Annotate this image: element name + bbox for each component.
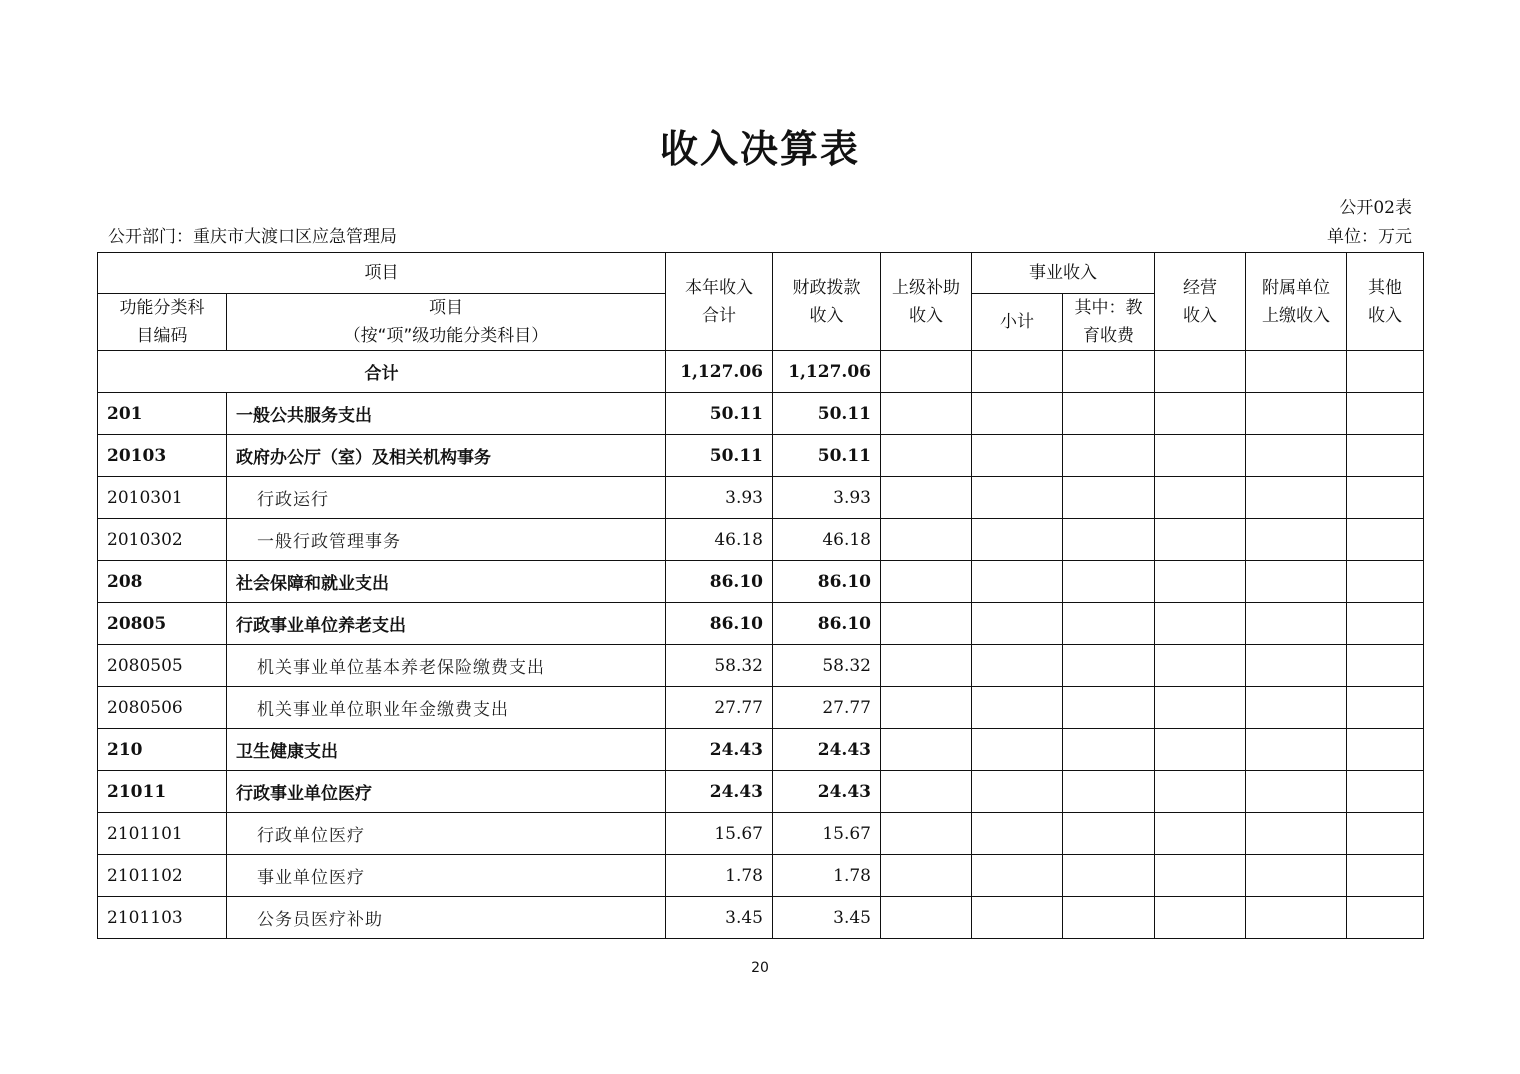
empty-cell — [1347, 897, 1424, 939]
empty-cell — [881, 729, 972, 771]
row-code: 20103 — [98, 435, 227, 477]
unit-label: 单位：万元 — [1327, 227, 1412, 247]
row-name: 行政事业单位养老支出 — [227, 603, 666, 645]
empty-cell — [1155, 645, 1246, 687]
row-name: 行政运行 — [227, 477, 666, 519]
empty-cell — [972, 771, 1063, 813]
empty-cell — [881, 687, 972, 729]
form-number: 公开02表 — [1339, 198, 1412, 218]
empty-cell — [1063, 813, 1155, 855]
row-code: 2010302 — [98, 519, 227, 561]
empty-cell — [972, 393, 1063, 435]
empty-cell — [1347, 435, 1424, 477]
header-func-code: 功能分类科目编码 — [98, 294, 227, 351]
table-row — [98, 813, 1424, 855]
empty-cell — [972, 645, 1063, 687]
header-fiscal: 财政拨款收入 — [773, 253, 881, 351]
row-code: 2010301 — [98, 477, 227, 519]
empty-cell — [1155, 813, 1246, 855]
row-name: 机关事业单位基本养老保险缴费支出 — [227, 645, 666, 687]
row-name: 一般公共服务支出 — [227, 393, 666, 435]
row-name: 社会保障和就业支出 — [227, 561, 666, 603]
row-name: 公务员医疗补助 — [227, 897, 666, 939]
total-row — [98, 351, 1424, 393]
row-name: 一般行政管理事务 — [227, 519, 666, 561]
empty-cell — [1155, 435, 1246, 477]
row-fiscal: 3.45 — [773, 897, 881, 939]
empty-cell — [1155, 393, 1246, 435]
row-total: 1.78 — [666, 855, 773, 897]
row-total: 86.10 — [666, 561, 773, 603]
row-fiscal: 50.11 — [773, 393, 881, 435]
empty-cell — [1246, 729, 1347, 771]
empty-cell — [1347, 645, 1424, 687]
table-row — [98, 729, 1424, 771]
empty-cell — [1246, 603, 1347, 645]
empty-cell — [1155, 603, 1246, 645]
empty-cell — [881, 477, 972, 519]
page-number: 20 — [751, 960, 769, 976]
empty-cell — [1246, 435, 1347, 477]
empty-cell — [881, 645, 972, 687]
empty-cell — [1246, 813, 1347, 855]
empty-cell — [1063, 519, 1155, 561]
empty-cell — [972, 687, 1063, 729]
empty-cell — [1347, 603, 1424, 645]
row-fiscal: 24.43 — [773, 771, 881, 813]
table-row — [98, 561, 1424, 603]
empty-cell — [1155, 687, 1246, 729]
table-row — [98, 645, 1424, 687]
row-code: 2101102 — [98, 855, 227, 897]
empty-cell — [1246, 687, 1347, 729]
table-row — [98, 393, 1424, 435]
empty-cell — [1063, 435, 1155, 477]
empty-cell — [972, 561, 1063, 603]
header-superior: 上级补助收入 — [881, 253, 972, 351]
empty-cell — [1155, 897, 1246, 939]
empty-cell — [1347, 771, 1424, 813]
empty-cell — [972, 897, 1063, 939]
empty-cell — [881, 519, 972, 561]
header-business: 事业收入 — [972, 253, 1155, 294]
row-total: 27.77 — [666, 687, 773, 729]
empty-cell — [1063, 477, 1155, 519]
header-affiliated: 附属单位上缴收入 — [1246, 253, 1347, 351]
empty-cell — [972, 855, 1063, 897]
department-label: 公开部门：重庆市大渡口区应急管理局 — [108, 227, 397, 247]
total-income-value: 1,127.06 — [666, 351, 773, 393]
empty-cell — [1347, 477, 1424, 519]
row-total: 50.11 — [666, 435, 773, 477]
row-total: 86.10 — [666, 603, 773, 645]
empty-cell — [1155, 729, 1246, 771]
empty-cell — [972, 729, 1063, 771]
row-code: 2080506 — [98, 687, 227, 729]
empty-cell — [1246, 561, 1347, 603]
empty-cell — [1347, 519, 1424, 561]
row-total: 3.45 — [666, 897, 773, 939]
empty-cell — [1347, 729, 1424, 771]
table-row — [98, 603, 1424, 645]
header-project-sub: 项目 （按“项”级功能分类科目） — [227, 294, 666, 351]
empty-cell — [1347, 561, 1424, 603]
row-fiscal: 86.10 — [773, 603, 881, 645]
row-fiscal: 46.18 — [773, 519, 881, 561]
income-table — [97, 252, 1424, 939]
empty-cell — [1063, 771, 1155, 813]
empty-cell — [1063, 603, 1155, 645]
table-row — [98, 435, 1424, 477]
empty-cell — [1063, 897, 1155, 939]
row-code: 201 — [98, 393, 227, 435]
row-code: 2101103 — [98, 897, 227, 939]
empty-cell — [972, 435, 1063, 477]
table-row — [98, 477, 1424, 519]
empty-cell — [1347, 813, 1424, 855]
row-total: 50.11 — [666, 393, 773, 435]
empty-cell — [881, 813, 972, 855]
header-project-note: （按“项”级功能分类科目） — [343, 326, 549, 346]
row-code: 208 — [98, 561, 227, 603]
total-fiscal-value: 1,127.06 — [773, 351, 881, 393]
table-row — [98, 687, 1424, 729]
table-row — [98, 519, 1424, 561]
empty-cell — [1063, 393, 1155, 435]
row-code: 2080505 — [98, 645, 227, 687]
row-fiscal: 1.78 — [773, 855, 881, 897]
empty-cell — [881, 771, 972, 813]
row-total: 3.93 — [666, 477, 773, 519]
page-title: 收入决算表 — [659, 127, 860, 171]
table-row — [98, 897, 1424, 939]
empty-cell — [1155, 771, 1246, 813]
empty-cell — [1063, 855, 1155, 897]
empty-cell — [1155, 855, 1246, 897]
empty-cell — [1063, 561, 1155, 603]
empty-cell — [972, 603, 1063, 645]
empty-cell — [881, 393, 972, 435]
empty-cell — [881, 855, 972, 897]
header-project: 项目 — [98, 253, 666, 294]
empty-cell — [1155, 477, 1246, 519]
empty-cell — [1246, 393, 1347, 435]
empty-cell — [1246, 855, 1347, 897]
header-operating: 经营收入 — [1155, 253, 1246, 351]
row-fiscal: 3.93 — [773, 477, 881, 519]
header-total-income: 本年收入合计 — [666, 253, 773, 351]
empty-cell — [1246, 645, 1347, 687]
table-row — [98, 771, 1424, 813]
empty-cell — [972, 519, 1063, 561]
row-fiscal: 24.43 — [773, 729, 881, 771]
empty-cell — [881, 603, 972, 645]
empty-cell — [1246, 519, 1347, 561]
empty-cell — [1155, 519, 1246, 561]
row-name: 卫生健康支出 — [227, 729, 666, 771]
row-fiscal: 50.11 — [773, 435, 881, 477]
empty-cell — [1347, 393, 1424, 435]
header-other: 其他收入 — [1347, 253, 1424, 351]
row-total: 15.67 — [666, 813, 773, 855]
empty-cell — [1063, 729, 1155, 771]
header-edu: 其中：教育收费 — [1063, 294, 1155, 351]
empty-cell — [972, 477, 1063, 519]
row-total: 24.43 — [666, 771, 773, 813]
empty-cell — [1246, 771, 1347, 813]
row-code: 210 — [98, 729, 227, 771]
row-name: 政府办公厅（室）及相关机构事务 — [227, 435, 666, 477]
row-name: 行政事业单位医疗 — [227, 771, 666, 813]
row-code: 2101101 — [98, 813, 227, 855]
row-name: 行政单位医疗 — [227, 813, 666, 855]
row-name: 事业单位医疗 — [227, 855, 666, 897]
row-total: 58.32 — [666, 645, 773, 687]
row-total: 24.43 — [666, 729, 773, 771]
empty-cell — [1155, 561, 1246, 603]
empty-cell — [881, 897, 972, 939]
row-name: 机关事业单位职业年金缴费支出 — [227, 687, 666, 729]
row-total: 46.18 — [666, 519, 773, 561]
empty-cell — [1063, 645, 1155, 687]
empty-cell — [1246, 897, 1347, 939]
empty-cell — [1246, 477, 1347, 519]
row-fiscal: 86.10 — [773, 561, 881, 603]
empty-cell — [881, 435, 972, 477]
row-fiscal: 15.67 — [773, 813, 881, 855]
empty-cell — [1347, 855, 1424, 897]
empty-cell — [972, 813, 1063, 855]
row-code: 21011 — [98, 771, 227, 813]
empty-cell — [1347, 687, 1424, 729]
table-row — [98, 855, 1424, 897]
total-label: 合计 — [98, 351, 666, 393]
empty-cell — [1063, 687, 1155, 729]
row-code: 20805 — [98, 603, 227, 645]
header-subtotal: 小计 — [972, 294, 1063, 351]
row-fiscal: 58.32 — [773, 645, 881, 687]
row-fiscal: 27.77 — [773, 687, 881, 729]
empty-cell — [881, 561, 972, 603]
